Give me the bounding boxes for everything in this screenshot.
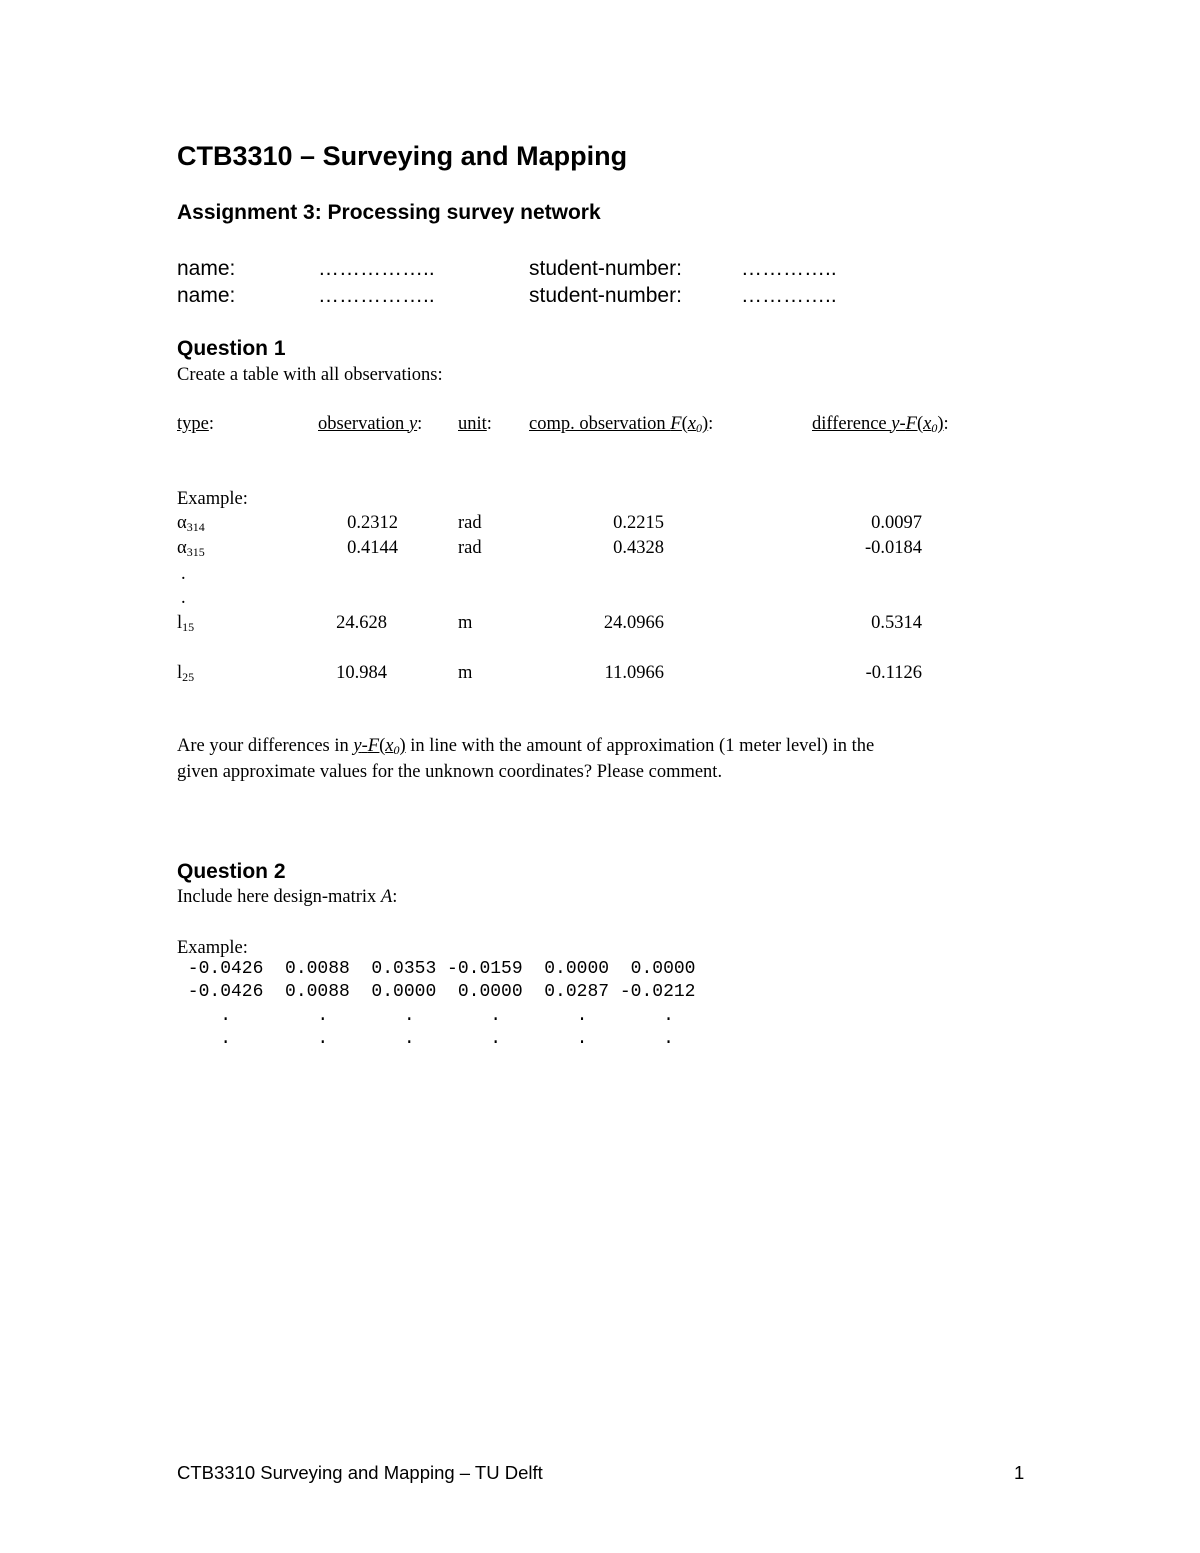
difference-value: -0.1126 [865, 663, 922, 683]
header-difference: difference $y-F(x_0)$: [812, 414, 949, 435]
question-1-instruction: Create a table with all observations: [177, 365, 443, 385]
question-1-comment-line-2: given approximate values for the unknown coordinates? Please comment. [177, 762, 723, 782]
student-number-value-2: ………….. [741, 284, 837, 307]
name-label-2: name: [177, 284, 236, 307]
observation-unit: m [458, 663, 473, 683]
matrix-row: . . . . . . [177, 1006, 674, 1026]
ellipsis-dot: . [181, 588, 186, 608]
ellipsis-dot: . [181, 564, 186, 584]
question-2-instruction: Include here design-matrix A: [177, 887, 398, 907]
difference-value: 0.0097 [871, 513, 922, 533]
observation-symbol: $\alpha_{314}$ [177, 513, 205, 534]
example-label-2: Example: [177, 938, 248, 958]
observation-value: 10.984 [336, 663, 387, 683]
observation-value: 24.628 [336, 613, 387, 633]
student-number-label-2: student-number: [529, 284, 682, 307]
matrix-row: -0.0426 0.0088 0.0000 0.0000 0.0287 -0.0212 [177, 982, 696, 1002]
question-2-heading: Question 2 [177, 860, 286, 883]
matrix-row: -0.0426 0.0088 0.0353 -0.0159 0.0000 0.0000 [177, 959, 696, 979]
document-title: CTB3310 – Surveying and Mapping [177, 141, 628, 171]
header-unit: unit: [458, 414, 492, 434]
assignment-subtitle: Assignment 3: Processing survey network [177, 201, 601, 224]
computed-observation-value: 0.2215 [613, 513, 664, 533]
observation-value: 0.2312 [347, 513, 398, 533]
student-number-value-1: ………….. [741, 257, 837, 280]
header-observation: observation y: [318, 414, 423, 434]
computed-observation-value: 11.0966 [604, 663, 664, 683]
name-value-2: …………….. [318, 284, 435, 307]
question-1-heading: Question 1 [177, 337, 286, 360]
difference-value: -0.0184 [864, 538, 922, 558]
student-number-label-1: student-number: [529, 257, 682, 280]
name-value-1: …………….. [318, 257, 435, 280]
observation-unit: m [458, 613, 473, 633]
matrix-row: . . . . . . [177, 1029, 674, 1049]
observation-symbol: $l_{25}$ [177, 663, 195, 684]
header-type: type: [177, 414, 214, 434]
name-label-1: name: [177, 257, 236, 280]
observation-unit: rad [458, 513, 482, 533]
difference-value: 0.5314 [871, 613, 922, 633]
example-label-1: Example: [177, 489, 248, 509]
question-1-comment-line-1: Are your differences in $y-F(x_0)$ in line with the amount of approximation (1 meter level) in the [177, 736, 875, 757]
computed-observation-value: 0.4328 [613, 538, 664, 558]
page-number: 1 [1014, 1462, 1025, 1483]
computed-observation-value: 24.0966 [603, 613, 664, 633]
observation-unit: rad [458, 538, 482, 558]
header-computed-observation: comp. observation $F(x_0)$: [529, 414, 714, 435]
observation-symbol: $\alpha_{315}$ [177, 538, 205, 559]
footer-text: CTB3310 Surveying and Mapping – TU Delft [177, 1462, 543, 1483]
observation-symbol: $l_{15}$ [177, 613, 195, 634]
observation-value: 0.4144 [347, 538, 398, 558]
